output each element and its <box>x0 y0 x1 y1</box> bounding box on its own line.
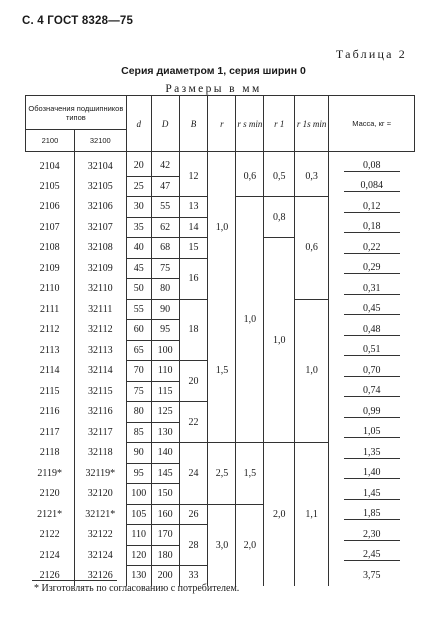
designation-2100: 2113 <box>39 344 60 356</box>
width-B: 28 <box>179 525 208 566</box>
table-label: Таблица 2 <box>335 47 407 61</box>
chamfer-r: 1,5 <box>208 299 236 443</box>
bore-d: 35 <box>126 217 151 238</box>
bore-d: 95 <box>126 463 151 484</box>
header-type-32100: 32100 <box>74 130 126 152</box>
chamfer-rs-min: 1,5 <box>236 443 264 505</box>
designation-2100: 2122 <box>39 529 60 541</box>
designation-2100: 2112 <box>39 324 60 336</box>
outer-D: 125 <box>151 402 179 423</box>
designation-2100: 2117 <box>39 426 60 438</box>
header-r1s-min: r 1s min <box>295 96 329 152</box>
bore-d: 65 <box>126 340 151 361</box>
mass-value: 1,05 <box>329 422 415 443</box>
designation-32100: 32105 <box>74 176 126 197</box>
designation-32100: 32118 <box>74 443 126 464</box>
header-r: r <box>208 96 236 152</box>
mass-value: 1,45 <box>329 484 415 505</box>
designation-2100: 2124 <box>39 549 60 561</box>
width-B: 16 <box>179 258 208 299</box>
outer-D: 62 <box>151 217 179 238</box>
mass-value: 0,29 <box>329 258 415 279</box>
mass-value: 0,45 <box>329 299 415 320</box>
chamfer-r: 2,5 <box>208 443 236 505</box>
designation-32100: 32112 <box>74 320 126 341</box>
designation-32100: 32111 <box>74 299 126 320</box>
designation-2100: 2109 <box>39 262 60 274</box>
designation-2100: 2120 <box>39 488 60 500</box>
footnote: * Изготовлять по согласованию с потребителем. <box>34 583 240 594</box>
bore-d: 110 <box>126 525 151 546</box>
designation-32100: 32120 <box>74 484 126 505</box>
bore-d: 45 <box>126 258 151 279</box>
bore-d: 50 <box>126 279 151 300</box>
designation-32100: 32108 <box>74 238 126 259</box>
bore-d: 60 <box>126 320 151 341</box>
designation-2100: 2115 <box>39 385 60 397</box>
designation-32100: 32104 <box>74 152 126 177</box>
bore-d: 75 <box>126 381 151 402</box>
width-B: 24 <box>179 443 208 505</box>
designation-32100: 32124 <box>74 545 126 566</box>
mass-value: 0,084 <box>329 176 415 197</box>
outer-D: 200 <box>151 566 179 586</box>
outer-D: 95 <box>151 320 179 341</box>
designation-32100: 32106 <box>74 197 126 218</box>
outer-D: 160 <box>151 504 179 525</box>
chamfer-r1: 0,8 <box>264 197 295 238</box>
header-mass: Масса, кг ≈ <box>329 96 415 152</box>
designation-2100: 2119* <box>37 467 62 479</box>
mass-value: 2,30 <box>329 525 415 546</box>
bore-d: 20 <box>126 152 151 177</box>
designation-32100: 32117 <box>74 422 126 443</box>
table-subtitle: Серия диаметром 1, серия ширин 0 <box>121 65 306 77</box>
designation-32100: 32113 <box>74 340 126 361</box>
width-B: 20 <box>179 361 208 402</box>
bore-d: 100 <box>126 484 151 505</box>
bore-d: 105 <box>126 504 151 525</box>
designation-32100: 32121* <box>74 504 126 525</box>
chamfer-r1: 0,5 <box>264 152 295 197</box>
designation-2100: 2116 <box>39 406 60 418</box>
outer-D: 130 <box>151 422 179 443</box>
designation-32100: 32119* <box>74 463 126 484</box>
outer-D: 42 <box>151 152 179 177</box>
designation-32100: 32116 <box>74 402 126 423</box>
width-B: 18 <box>179 299 208 361</box>
designation-32100: 32107 <box>74 217 126 238</box>
outer-D: 140 <box>151 443 179 464</box>
outer-D: 150 <box>151 484 179 505</box>
designation-32100: 32126 <box>74 566 126 586</box>
designation-32100: 32110 <box>74 279 126 300</box>
outer-D: 170 <box>151 525 179 546</box>
chamfer-r1s-min: 0,6 <box>295 197 329 300</box>
chamfer-r1s-min: 0,3 <box>295 152 329 197</box>
designation-32100: 32122 <box>74 525 126 546</box>
mass-value: 0,31 <box>329 279 415 300</box>
chamfer-r1s-min: 1,0 <box>295 299 329 443</box>
outer-D: 80 <box>151 279 179 300</box>
outer-D: 100 <box>151 340 179 361</box>
outer-D: 145 <box>151 463 179 484</box>
outer-D: 110 <box>151 361 179 382</box>
bore-d: 40 <box>126 238 151 259</box>
header-designations: Обозначения подшипников типов <box>26 96 127 130</box>
bearing-table <box>25 95 415 586</box>
designation-2100: 2108 <box>39 242 60 254</box>
mass-value: 1,35 <box>329 443 415 464</box>
header-D: D <box>151 96 179 152</box>
designation-2100: 2106 <box>39 201 60 213</box>
chamfer-rs-min: 2,0 <box>236 504 264 586</box>
chamfer-rs-min: 1,0 <box>236 197 264 443</box>
bore-d: 70 <box>126 361 151 382</box>
mass-value: 0,74 <box>329 381 415 402</box>
width-B: 13 <box>179 197 208 218</box>
bore-d: 120 <box>126 545 151 566</box>
designation-2100: 2114 <box>39 365 60 377</box>
bore-d: 85 <box>126 422 151 443</box>
mass-value: 0,48 <box>329 320 415 341</box>
width-B: 14 <box>179 217 208 238</box>
footnote-rule <box>32 580 117 581</box>
outer-D: 90 <box>151 299 179 320</box>
bore-d: 30 <box>126 197 151 218</box>
width-B: 22 <box>179 402 208 443</box>
mass-value: 0,70 <box>329 361 415 382</box>
designation-2100: 2111 <box>40 303 60 315</box>
mass-value: 0,08 <box>329 152 415 177</box>
header-type-2100: 2100 <box>26 130 75 152</box>
header-d: d <box>126 96 151 152</box>
width-B: 15 <box>179 238 208 259</box>
bore-d: 90 <box>126 443 151 464</box>
width-B: 12 <box>179 152 208 197</box>
width-B: 33 <box>179 566 208 586</box>
bore-d: 55 <box>126 299 151 320</box>
designation-2100: 2105 <box>39 180 60 192</box>
bore-d: 80 <box>126 402 151 423</box>
sizes-caption: Размеры в мм <box>165 83 262 95</box>
designation-2100: 2121* <box>37 508 63 520</box>
chamfer-rs-min: 0,6 <box>236 152 264 197</box>
header-B: B <box>179 96 208 152</box>
mass-value: 1,40 <box>329 463 415 484</box>
chamfer-r1: 1,0 <box>264 238 295 443</box>
designation-2100: 2110 <box>39 283 60 295</box>
chamfer-r1s-min: 1,1 <box>295 443 329 586</box>
header-rs-min: r s min <box>236 96 264 152</box>
designation-32100: 32114 <box>74 361 126 382</box>
bore-d: 130 <box>126 566 151 586</box>
chamfer-r: 1,0 <box>208 152 236 300</box>
mass-value: 3,75 <box>329 566 415 586</box>
designation-2100: 2104 <box>39 160 60 172</box>
chamfer-r: 3,0 <box>208 504 236 586</box>
outer-D: 47 <box>151 176 179 197</box>
outer-D: 55 <box>151 197 179 218</box>
outer-D: 75 <box>151 258 179 279</box>
page-header: С. 4 ГОСТ 8328—75 <box>22 15 134 27</box>
designation-2100: 2126 <box>39 570 60 581</box>
mass-value: 2,45 <box>329 545 415 566</box>
mass-value: 0,12 <box>329 197 415 218</box>
designation-32100: 32109 <box>74 258 126 279</box>
mass-value: 0,22 <box>329 238 415 259</box>
chamfer-r1: 2,0 <box>264 443 295 586</box>
outer-D: 115 <box>151 381 179 402</box>
outer-D: 68 <box>151 238 179 259</box>
designation-32100: 32115 <box>74 381 126 402</box>
outer-D: 180 <box>151 545 179 566</box>
mass-value: 0,18 <box>329 217 415 238</box>
header-r1: r 1 <box>264 96 295 152</box>
width-B: 26 <box>179 504 208 525</box>
mass-value: 1,85 <box>329 504 415 525</box>
designation-2100: 2118 <box>39 447 60 459</box>
bore-d: 25 <box>126 176 151 197</box>
mass-value: 0,51 <box>329 340 415 361</box>
mass-value: 0,99 <box>329 402 415 423</box>
designation-2100: 2107 <box>39 221 60 233</box>
